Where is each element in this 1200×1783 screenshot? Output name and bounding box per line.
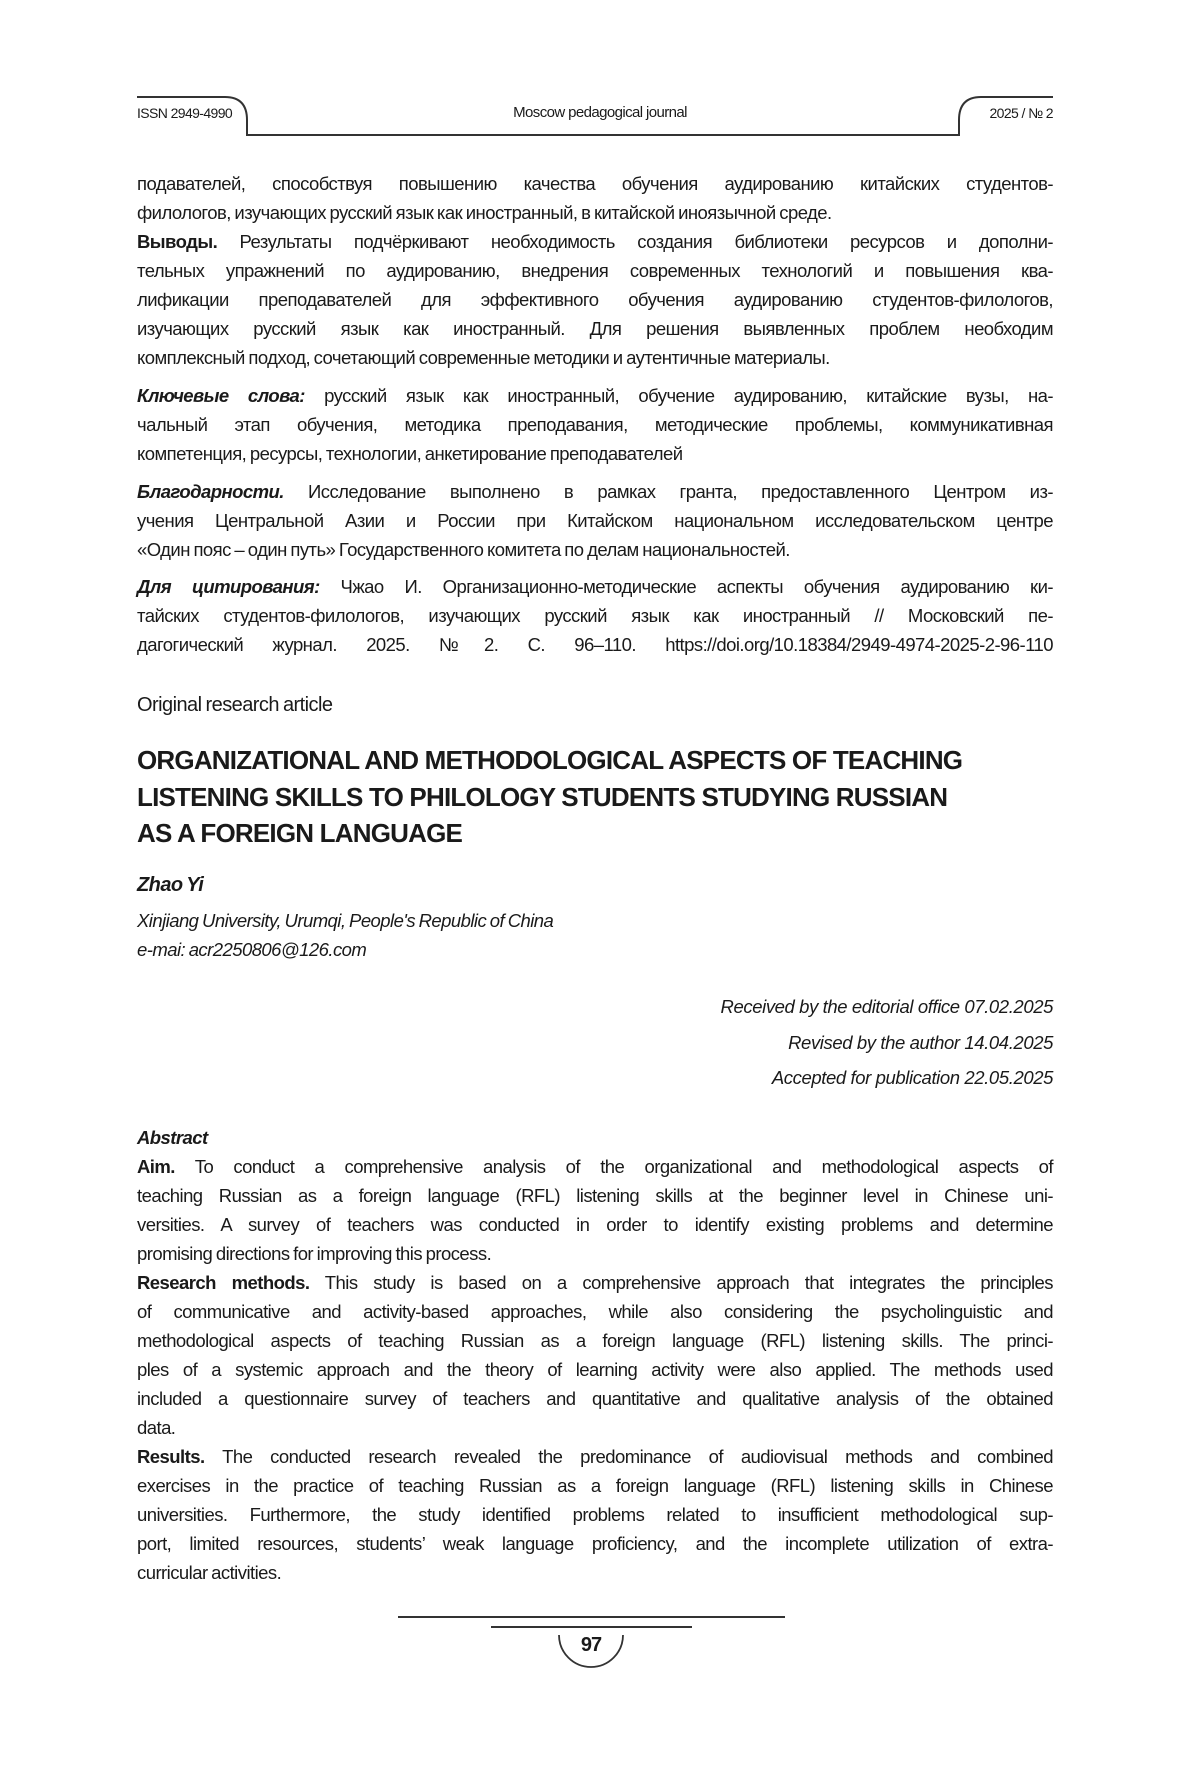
author-email[interactable]: e-mai: acr2250806@126.com xyxy=(137,935,1053,964)
issue-number: 2025 / № 2 xyxy=(989,105,1053,121)
text-line: This study is based on a comprehensive approach that integrates the principles xyxy=(309,1272,1053,1293)
text-line: комплексный подход, сочетающий современные методики и аутентичные материалы. xyxy=(137,343,1053,372)
revised-date: Revised by the author 14.04.2025 xyxy=(721,1025,1053,1061)
page-number: 97 xyxy=(0,1634,1182,1657)
author-block xyxy=(137,871,1053,964)
text-line: компетенция, ресурсы, технологии, анкетирование преподавателей xyxy=(137,439,1053,468)
article-type-text: Original research article xyxy=(137,691,1053,720)
ru-citation xyxy=(137,572,1053,659)
text-line: лификации преподавателей для эффективного обучения аудированию студентов-филологов, xyxy=(137,285,1053,314)
text-line: versities. A survey of teachers was conducted in order to identify existing problems and determine xyxy=(137,1210,1053,1239)
abstract-heading: Abstract xyxy=(137,1123,1053,1152)
methods-label: Research methods. xyxy=(137,1272,309,1293)
thanks-label: Благодарности. xyxy=(137,481,284,502)
text-line: port, limited resources, students’ weak language proficiency, and the incomplete utilization of extra- xyxy=(137,1529,1053,1558)
text-line: «Один пояс – один путь» Государственного комитета по делам национальностей. xyxy=(137,535,1053,564)
text-line: Чжао И. Организационно-методические аспекты обучения аудированию ки- xyxy=(320,576,1053,597)
text-line: ples of a systemic approach and the theory of learning activity were also applied. The methods used xyxy=(137,1355,1053,1384)
title-line: LISTENING SKILLS TO PHILOLOGY STUDENTS STUDYING RUSSIAN xyxy=(137,779,962,816)
text-line: methodological aspects of teaching Russian as a foreign language (RFL) listening skills. The princi- xyxy=(137,1326,1053,1355)
text-line: чальный этап обучения, методика преподавания, методические проблемы, коммуникативная xyxy=(137,410,1053,439)
text-line: curricular activities. xyxy=(137,1558,1053,1587)
text-line: русский язык как иностранный, обучение аудированию, китайские вузы, на- xyxy=(305,385,1053,406)
text-line: тельных упражнений по аудированию, внедрения современных технологий и повышения ква- xyxy=(137,256,1053,285)
text-line: exercises in the practice of teaching Russian as a foreign language (RFL) listening skills in Chinese xyxy=(137,1471,1053,1500)
affiliation: Xinjiang University, Urumqi, People's Republic of China xyxy=(137,906,1053,935)
citation-label: Для цитирования: xyxy=(137,576,320,597)
ru-intro xyxy=(137,169,1053,372)
text-line: Исследование выполнено в рамках гранта, предоставленного Центром из- xyxy=(284,481,1053,502)
article-type xyxy=(137,691,1053,720)
text-line: тайских студентов-филологов, изучающих русский язык как иностранный // Московский пе- xyxy=(137,601,1053,630)
text-line: изучающих русский язык как иностранный. Для решения выявленных проблем необходим xyxy=(137,314,1053,343)
title-line: AS A FOREIGN LANGUAGE xyxy=(137,815,962,852)
text-line: Результаты подчёркивают необходимость создания библиотеки ресурсов и дополни- xyxy=(217,231,1053,252)
article-title xyxy=(137,742,962,852)
abstract xyxy=(137,1123,1053,1587)
text-line: promising directions for improving this process. xyxy=(137,1239,1053,1268)
issn: ISSN 2949-4990 xyxy=(137,105,232,121)
title-line: ORGANIZATIONAL AND METHODOLOGICAL ASPECTS OF TEACHING xyxy=(137,742,962,779)
journal-name: Moscow pedagogical journal xyxy=(0,104,1200,121)
text-line: To conduct a comprehensive analysis of the organizational and methodological aspects of xyxy=(175,1156,1053,1177)
header-frame xyxy=(0,0,1200,160)
keywords-label: Ключевые слова: xyxy=(137,385,305,406)
results-label: Results. xyxy=(137,1446,205,1467)
text-line: universities. Furthermore, the study identified problems related to insufficient methodological sup- xyxy=(137,1500,1053,1529)
text-line: The conducted research revealed the predominance of audiovisual methods and combined xyxy=(205,1446,1053,1467)
text-line: учения Центральной Азии и России при Китайском национальном исследовательском центре xyxy=(137,506,1053,535)
text-line: teaching Russian as a foreign language (RFL) listening skills at the beginner level in Chinese uni- xyxy=(137,1181,1053,1210)
accepted-date: Accepted for publication 22.05.2025 xyxy=(721,1060,1053,1096)
text-line: of communicative and activity-based approaches, while also considering the psycholinguistic and xyxy=(137,1297,1053,1326)
doi-link-line[interactable]: дагогический журнал. 2025. №2. С. 96–110. https://doi.org/10.18384/2949-4974-2025-2-96-110 xyxy=(137,630,1053,659)
received-date: Received by the editorial office 07.02.2025 xyxy=(721,989,1053,1025)
author-name: Zhao Yi xyxy=(137,871,1053,900)
ru-keywords xyxy=(137,381,1053,468)
conclusions-label: Выводы. xyxy=(137,231,217,252)
text-line: data. xyxy=(137,1413,1053,1442)
aim-label: Aim. xyxy=(137,1156,175,1177)
ru-acknowledgements xyxy=(137,477,1053,564)
dates-block xyxy=(721,989,1053,1096)
text-line: подавателей, способствуя повышению качества обучения аудированию китайских студентов- xyxy=(137,169,1053,198)
text-line: included a questionnaire survey of teachers and quantitative and qualitative analysis of the obtained xyxy=(137,1384,1053,1413)
text-line: филологов, изучающих русский язык как иностранный, в китайской иноязычной среде. xyxy=(137,198,1053,227)
